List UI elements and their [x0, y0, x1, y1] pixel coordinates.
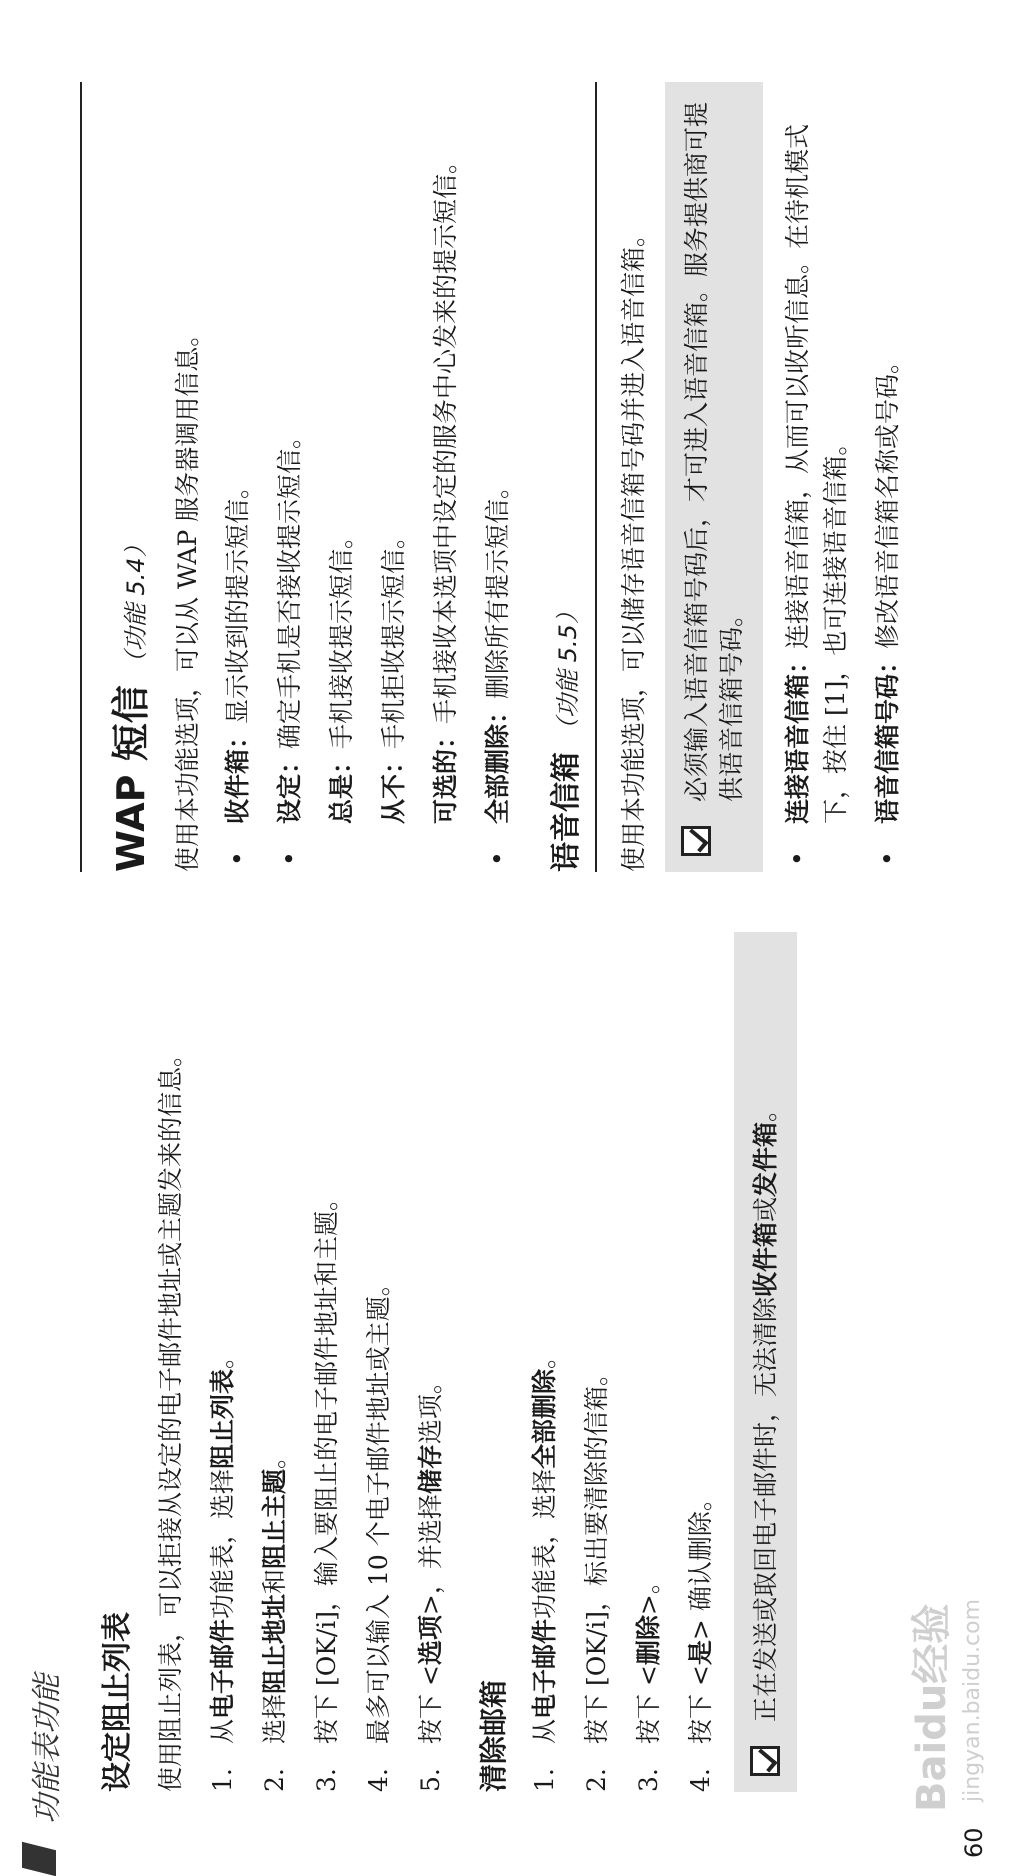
watermark-url: jingyan.baidu.com: [960, 1598, 985, 1802]
wap-title: WAP 短信（功能 5.4）: [109, 533, 153, 872]
note-text: 必须输入语音信箱号码后，才可进入语音信箱。服务提供商可提供语音信箱号码。: [682, 101, 746, 802]
list-item: • 连接语音信箱：连接语音信箱，从而可以收听信息。在待机模式下，按住 [1]，也可连接语音信箱。: [783, 123, 850, 866]
voicemail-intro: 使用本功能选项，可以储存语音信箱号码并进入语音信箱。: [619, 221, 648, 872]
voicemail-function-ref: （功能 5.5）: [554, 600, 582, 742]
left-column: [0, 932, 1020, 1792]
wap-function-ref: （功能 5.4）: [122, 533, 150, 676]
list-item: • 全部删除：删除所有提示短信。: [483, 473, 512, 866]
section-header: 功能表功能: [30, 1674, 65, 1824]
list-item: 总是：手机接收提示短信。: [327, 523, 356, 824]
list-item: • 收件箱：显示收到的提示短信。: [223, 473, 252, 866]
page-number: 60: [960, 1827, 988, 1858]
list-item: 3. 按下 <删除>。: [634, 1569, 663, 1792]
wap-items: [219, 82, 309, 872]
list-item: 1. 从电子邮件功能表，选择全部删除。: [530, 1343, 559, 1792]
list-item: 3. 按下 [OK/i]，输入要阻止的电子邮件地址和主题。: [312, 1185, 341, 1792]
note-text: 正在发送或取回电子邮件时，无法清除收件箱或发件箱。: [751, 1096, 780, 1722]
list-item: 1. 从电子邮件功能表，选择阻止列表。: [208, 1343, 237, 1792]
list-item: 可选的：手机接收本选项中设定的服务中心发来的提示短信。: [431, 148, 460, 824]
section-rule: [80, 82, 82, 872]
list-item: • 语音信箱号码：修改语音信箱名称或号码。: [873, 348, 902, 866]
checkbox-note-icon: [750, 1746, 780, 1776]
voicemail-note: [665, 82, 763, 872]
block-list-intro: 使用阻止列表，可以拒接从设定的电子邮件地址或主题发来的信息。: [156, 1041, 185, 1792]
watermark-brand: Baidu经验: [909, 1603, 955, 1812]
clear-mailbox-steps: [526, 932, 720, 1792]
list-item: 从不：手机拒收提示短信。: [379, 523, 408, 824]
clear-mailbox-title: 清除邮箱: [477, 1679, 510, 1792]
voicemail-items: [779, 82, 907, 872]
right-column: [0, 82, 1020, 872]
voicemail-title: 语音信箱（功能 5.5）: [549, 600, 584, 872]
section-rule: [595, 82, 597, 872]
wap-last-item: [479, 82, 517, 872]
checkbox-note-icon: [681, 826, 711, 856]
list-item: 5. 按下 <选项>，并选择储存选项。: [416, 1369, 445, 1792]
wap-intro: 使用本功能选项，可以从 WAP 服务器调用信息。: [173, 321, 202, 872]
wap-sub-items: [323, 82, 465, 872]
list-item: 4. 按下 <是> 确认删除。: [686, 1486, 715, 1792]
header-bar: [22, 1842, 56, 1876]
block-list-steps: [204, 932, 450, 1792]
list-item: 2. 按下 [OK/i]，标出要清除的信箱。: [582, 1360, 611, 1792]
list-item: • 设定：确定手机是否接收提示短信。: [275, 423, 304, 866]
block-list-title: 设定阻止列表: [100, 1612, 135, 1792]
list-item: 2. 选择阻止地址和阻止主题。: [260, 1443, 289, 1792]
clear-mailbox-note: [734, 932, 797, 1792]
list-item: 4. 最多可以输入 10 个电子邮件地址或主题。: [364, 1271, 393, 1792]
